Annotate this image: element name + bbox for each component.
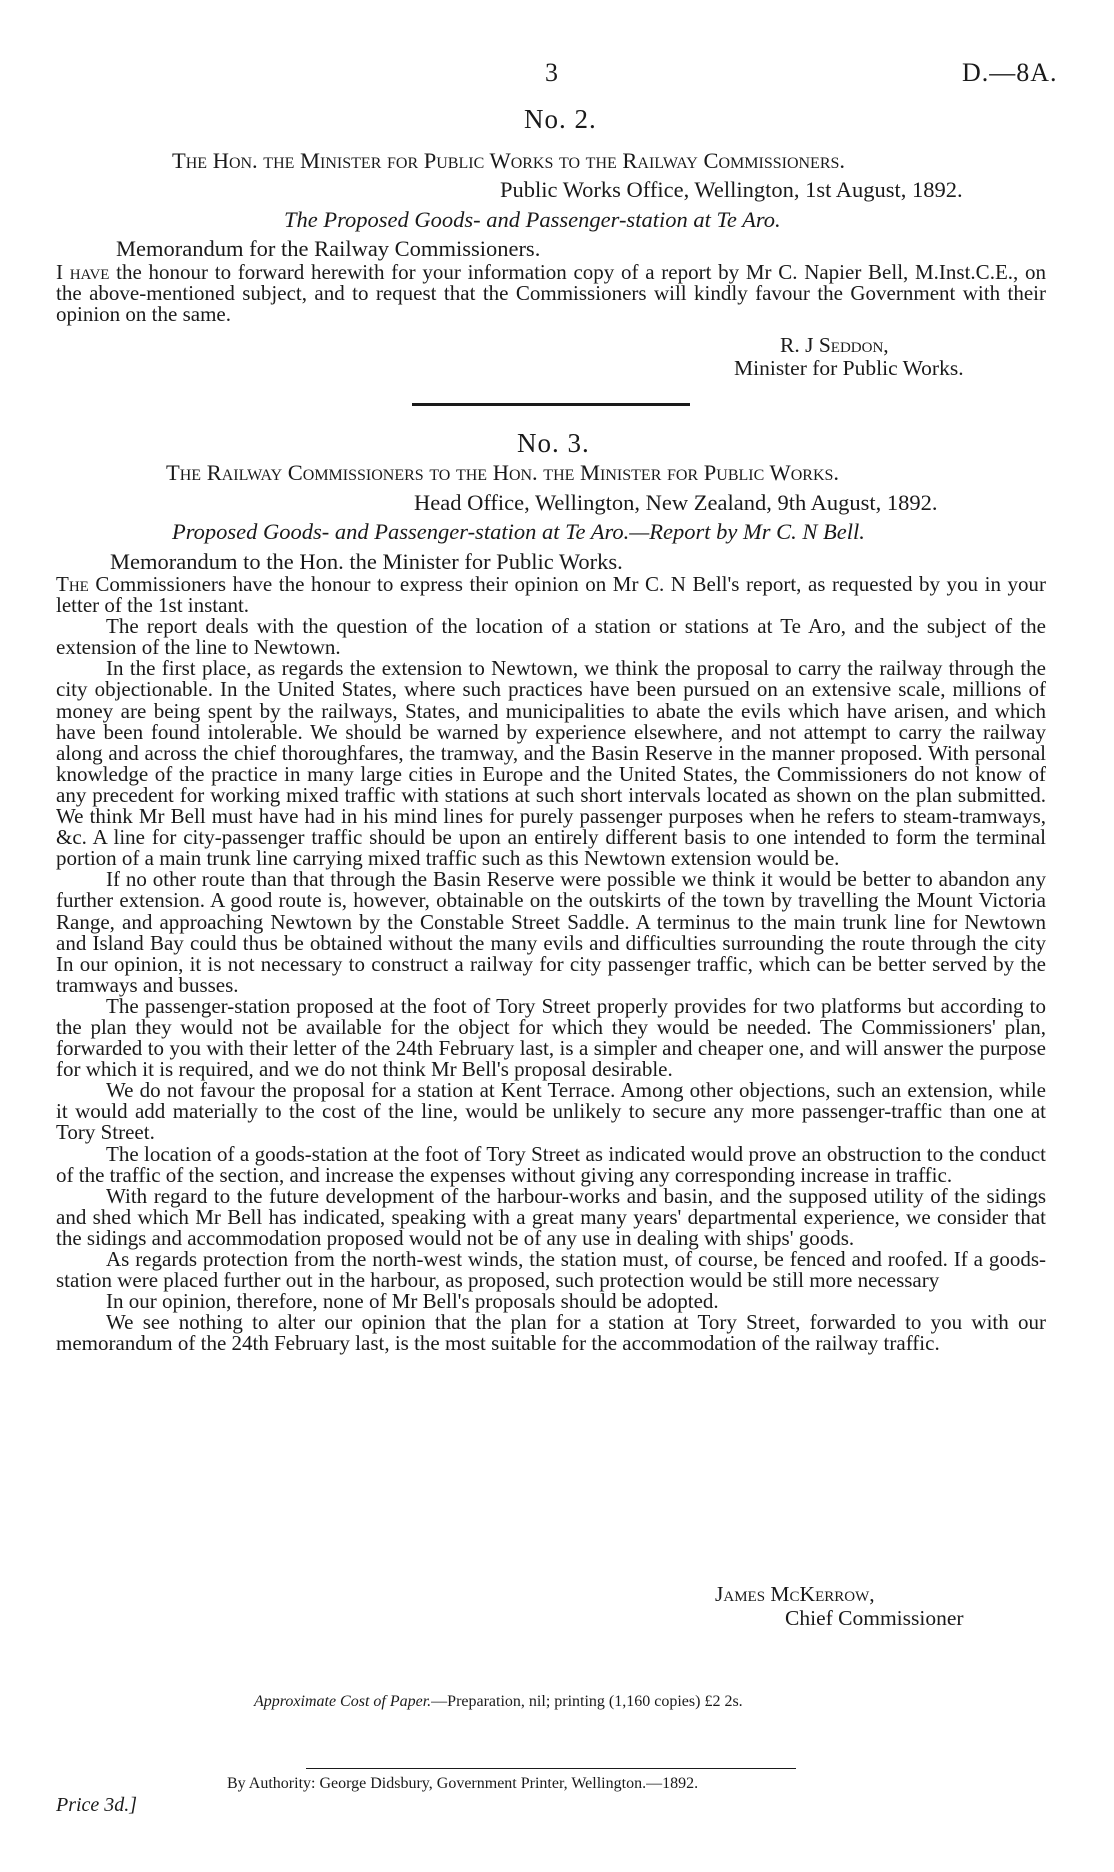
no3-paragraph: The passenger-station proposed at the foot of Tory Street properly provides for two platforms but according to the plan they would not be available for the object for which they would be needed. The Commissioners' plan, forwarded to you with their letter of the 24th February last, is a simpler and cheaper one, and will answer the purpose for which it is required, and we do not think Mr Bell's proposal desirable.: [56, 993, 1046, 1082]
no3-paragraph: We see nothing to alter our opinion that the plan for a station at Tory Street, forwarded to you with our memorandum of the 24th February last, is the most suitable for the accommodation of the railway traffic.: [56, 1310, 1046, 1356]
no3-paragraph: With regard to the future development of the harbour-works and basin, and the supposed utility of the sidings and shed which Mr Bell has indicated, speaking with a great many years' departmental experience, we consider that the sidings and accommodation proposed would not be of any use in dealing with ships' goods.: [56, 1183, 1046, 1250]
no3-signature-title: Chief Commissioner: [785, 1606, 964, 1630]
no2-subject: The Proposed Goods- and Passenger-station at Te Aro.: [284, 207, 781, 232]
no3-subject: Proposed Goods- and Passenger-station at Te Aro.—Report by Mr C. N Bell.: [172, 519, 865, 544]
section-divider: [412, 403, 690, 406]
no3-paragraph: We do not favour the proposal for a station at Kent Terrace. Among other objections, such an extension, while it would add materially to the cost of the line, would be unlikely to secure any more passenger-traffic than one at Tory Street.: [56, 1078, 1046, 1145]
no2-office-date: Public Works Office, Wellington, 1st August, 1892.: [500, 177, 963, 202]
cost-label: Approximate Cost of Paper.: [254, 1693, 432, 1710]
no2-signature-title: Minister for Public Works.: [734, 356, 964, 380]
no3-memo-line: Memorandum to the Hon. the Minister for Public Works.: [110, 549, 623, 574]
no3-heading: No. 3.: [517, 428, 590, 458]
footer-rule: [306, 1768, 796, 1769]
no3-address: The Railway Commissioners to the Hon. the Minister for Public Works.: [166, 460, 840, 485]
no3-paragraph: In our opinion, therefore, none of Mr Bell's proposals should be adopted.: [106, 1289, 719, 1314]
no2-heading: No. 2.: [524, 104, 597, 134]
no2-body-paragraph: [56, 262, 1046, 325]
no3-paragraph: If no other route than that through the Basin Reserve were possible we think it would be better to abandon any further extension. A good route is, however, obtainable on the outskirts of the town by travelling the Mount Victoria Range, and approaching Newtown by the Constable Street Saddle. A terminus to the main trunk line for Newtown and Island Bay could thus be obtained without the many evils and difficulties surrounding the route through the city In our opinion, it is not necessary to construct a railway for city passenger traffic, which can be better served by the tramways and busses.: [56, 867, 1046, 997]
no2-body: [56, 262, 1046, 325]
cost-of-paper-note: [254, 1693, 743, 1711]
no3-paragraph: The location of a goods-station at the foot of Tory Street as indicated would prove an obstruction to the conduct of the traffic of the section, and increase the expenses without giving any corresponding increase in traffic.: [56, 1141, 1046, 1187]
printer-authority: By Authority: George Didsbury, Government Printer, Wellington.—1892.: [227, 1775, 699, 1792]
no2-signature-name: R. J Seddon,: [780, 333, 889, 357]
no3-office-date: Head Office, Wellington, New Zealand, 9th August, 1892.: [414, 490, 938, 515]
page-number: 3: [545, 58, 558, 87]
no3-paragraph-text: Commissioners have the honour to express their opinion on Mr C. N Bell's report, as requested by you in your letter of the 1st instant.: [56, 572, 1046, 618]
no3-paragraph: The report deals with the question of the location of a station or stations at Te Aro, and the subject of the extension of the line to Newtown.: [56, 614, 1046, 660]
price-note: Price 3d.]: [56, 1794, 138, 1816]
no2-body-opening: I have: [56, 260, 110, 284]
document-code: D.—8A.: [962, 58, 1058, 87]
cost-detail: —Preparation, nil; printing (1,160 copies) £2 2s.: [431, 1693, 743, 1710]
no3-paragraph: In the first place, as regards the extension to Newtown, we think the proposal to carry the railway through the city objectionable. In the United States, where such practices have been pursued on an extensive scale, millions of money are being spent by the railways, States, and municipalities to abate the evils which have arisen, and which have been found intolerable. We should be warned by experience elsewhere, and not attempt to carry the railway along and across the chief thoroughfares, the tramway, and the Basin Reserve in the manner proposed. With personal knowledge of the practice in many large cities in Europe and the United States, the Commissioners do not know of any precedent for working mixed traffic with stations at such short intervals located as shown on the plan submitted. We think Mr Bell must have had in his mind lines for purely passenger purposes when he refers to steam-tramways, &c. A line for city-passenger traffic should be upon an entirely different basis to one intended to form the terminal portion of a main trunk line carrying mixed traffic such as this Newtown extension would be.: [56, 656, 1046, 871]
no3-signature-name: James McKerrow,: [715, 1582, 875, 1606]
no3-paragraph: [56, 574, 1046, 616]
no3-body: [56, 574, 1046, 1354]
no2-memo-line: Memorandum for the Railway Commissioners.: [116, 236, 541, 261]
no3-paragraph: As regards protection from the north-west winds, the station must, of course, be fenced and roofed. If a goods-station were placed further out in the harbour, as proposed, such protection would be still more necessary: [56, 1247, 1046, 1293]
no2-address: The Hon. the Minister for Public Works to the Railway Commissioners.: [172, 148, 846, 173]
no2-body-text: the honour to forward herewith for your information copy of a report by Mr C. Napier Bell, M.Inst.C.E., on the above-mentioned subject, and to request that the Commissioners will kindly favour the Government with their opinion on the same.: [56, 260, 1046, 327]
no3-body-opening: The: [56, 572, 89, 596]
